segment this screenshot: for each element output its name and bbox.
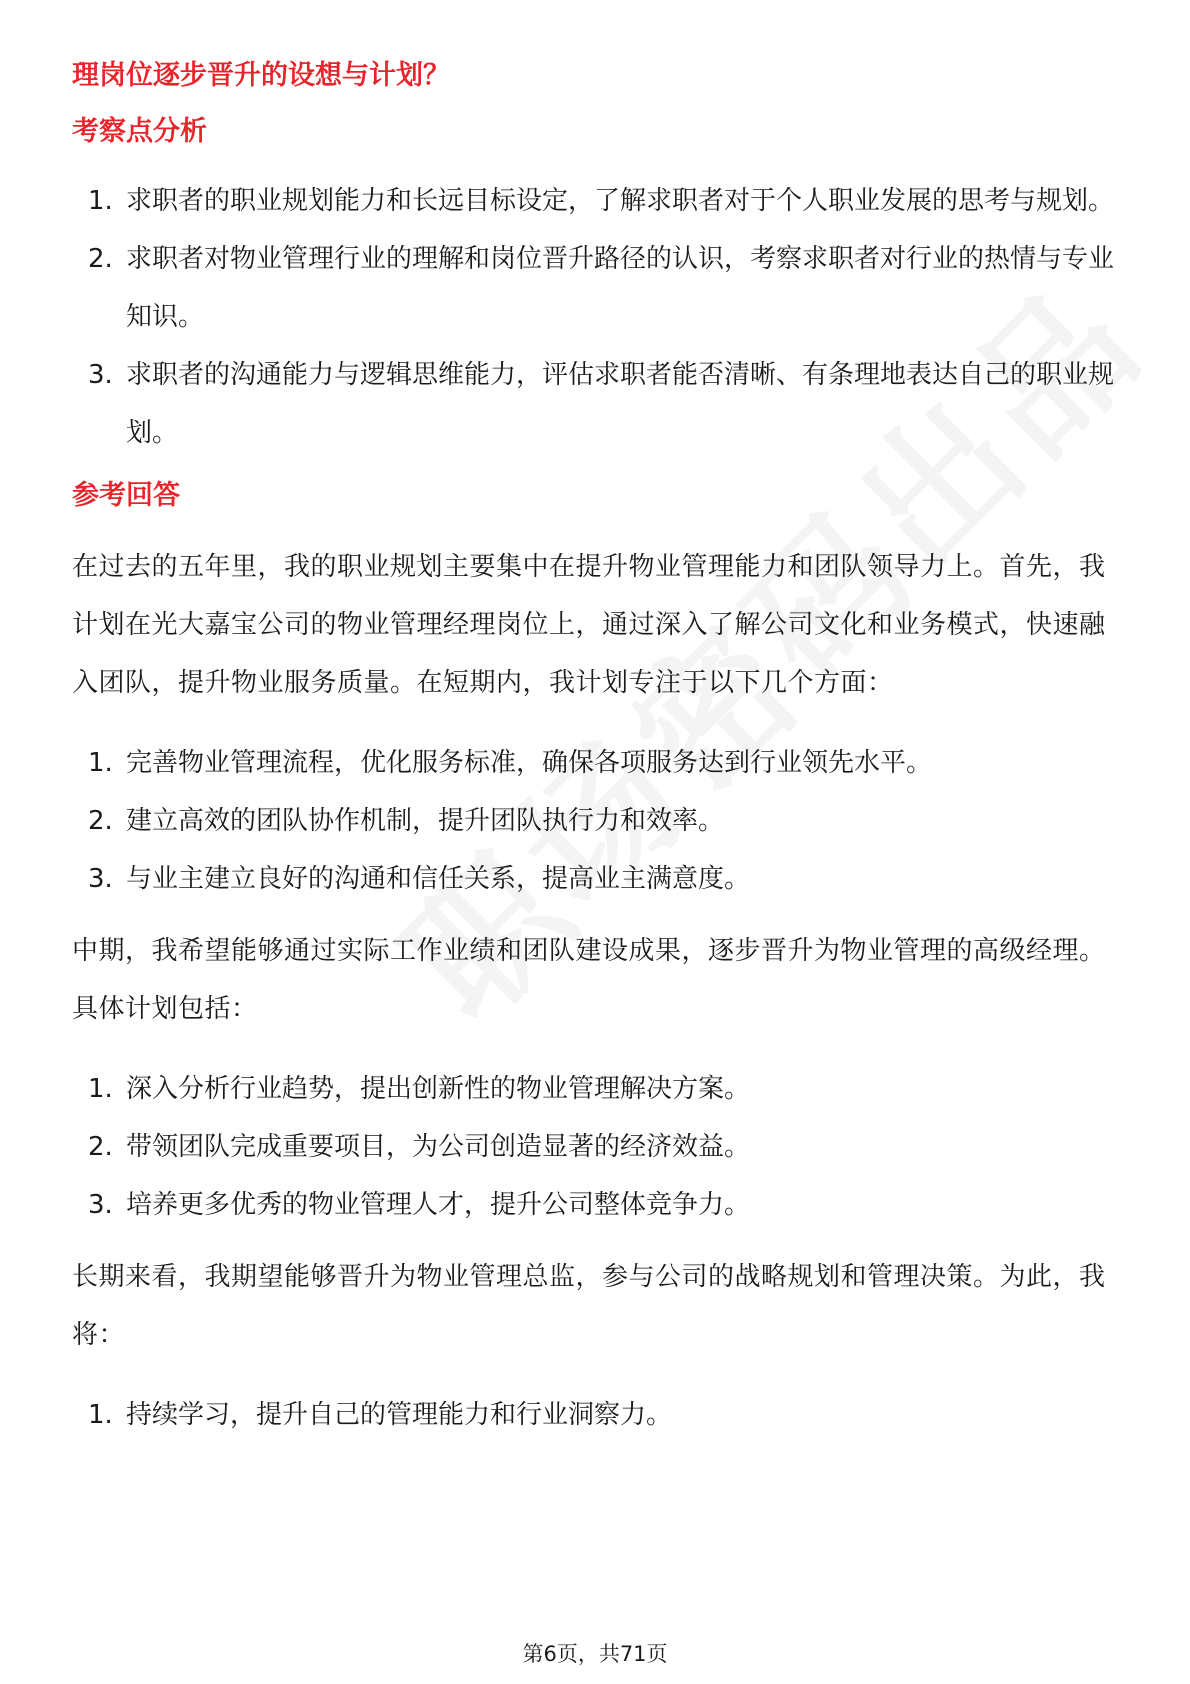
page-number-footer: 第6页，共71页 — [522, 1642, 668, 1666]
list-number: 3. — [88, 1190, 113, 1220]
list-item — [72, 230, 1118, 346]
page-content — [72, 56, 1118, 1444]
list-text: 带领团队完成重要项目，为公司创造显著的经济效益。 — [126, 1132, 751, 1162]
list-number: 1. — [88, 1400, 113, 1430]
list-text: 建立高效的团队协作机制，提升团队执行力和效率。 — [126, 806, 725, 836]
list-number: 2. — [88, 1132, 113, 1162]
mid-term-paragraph: 中期，我希望能够通过实际工作业绩和团队建设成果，逐步晋升为物业管理的高级经理。具体计划包括： — [72, 936, 1106, 1024]
long-term-list — [72, 1386, 1118, 1444]
analysis-heading: 考察点分析 — [72, 116, 207, 147]
list-text: 完善物业管理流程，优化服务标准，确保各项服务达到行业领先水平。 — [126, 748, 933, 778]
list-item — [72, 1176, 1118, 1234]
analysis-list — [72, 172, 1118, 462]
list-number: 2. — [88, 244, 113, 274]
list-number: 1. — [88, 1074, 113, 1104]
mid-term-list — [72, 1060, 1118, 1234]
list-item — [72, 792, 1118, 850]
list-text: 求职者的职业规划能力和长远目标设定，了解求职者对于个人职业发展的思考与规划。 — [126, 186, 1115, 216]
list-item — [72, 1060, 1118, 1118]
list-text: 培养更多优秀的物业管理人才，提升公司整体竞争力。 — [126, 1190, 751, 1220]
list-text: 与业主建立良好的沟通和信任关系，提高业主满意度。 — [126, 864, 751, 894]
long-term-paragraph: 长期来看，我期望能够晋升为物业管理总监，参与公司的战略规划和管理决策。为此，我将： — [72, 1262, 1106, 1350]
list-number: 3. — [88, 864, 113, 894]
list-number: 1. — [88, 748, 113, 778]
answer-heading: 参考回答 — [72, 480, 180, 511]
list-number: 2. — [88, 806, 113, 836]
question-title: 理岗位逐步晋升的设想与计划？ — [72, 60, 450, 91]
list-item — [72, 172, 1118, 230]
list-text: 求职者的沟通能力与逻辑思维能力，评估求职者能否清晰、有条理地表达自己的职业规划。 — [126, 360, 1115, 448]
list-number: 1. — [88, 186, 113, 216]
answer-intro-paragraph: 在过去的五年里，我的职业规划主要集中在提升物业管理能力和团队领导力上。首先，我计划在光大嘉宝公司的物业管理经理岗位上，通过深入了解公司文化和业务模式，快速融入团队，提升物业服务质量。在短期内，我计划专注于以下几个方面： — [72, 552, 1106, 698]
list-item — [72, 346, 1118, 462]
list-item — [72, 1386, 1118, 1444]
list-text: 持续学习，提升自己的管理能力和行业洞察力。 — [126, 1400, 673, 1430]
list-item — [72, 1118, 1118, 1176]
list-item — [72, 850, 1118, 908]
list-number: 3. — [88, 360, 113, 390]
list-text: 求职者对物业管理行业的理解和岗位晋升路径的认识，考察求职者对行业的热情与专业知识。 — [126, 244, 1115, 332]
short-term-list — [72, 734, 1118, 908]
list-text: 深入分析行业趋势，提出创新性的物业管理解决方案。 — [126, 1074, 751, 1104]
list-item — [72, 734, 1118, 792]
